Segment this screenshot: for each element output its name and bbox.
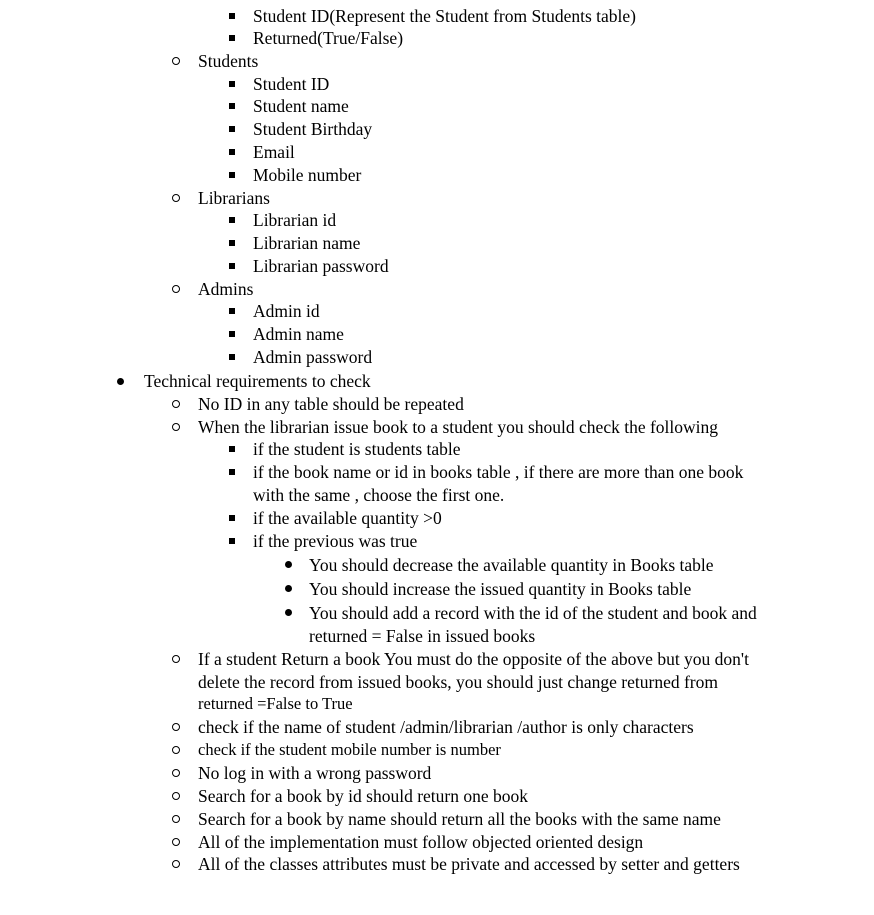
librarians-field: Librarian name <box>253 233 361 253</box>
students-field: Mobile number <box>253 165 362 185</box>
circle-bullet-icon <box>172 746 180 754</box>
issue-check: if the student is students table <box>253 439 461 459</box>
technical-heading: Technical requirements to check <box>144 371 371 391</box>
requirement-item: check if the name of student /admin/librarian /author is only characters <box>198 717 694 737</box>
disc-bullet-icon <box>117 378 124 385</box>
admins-field: Admin id <box>253 301 320 321</box>
circle-bullet-icon <box>172 194 180 202</box>
requirement-item: Search for a book by id should return one book <box>198 786 528 806</box>
square-bullet-icon <box>229 126 235 132</box>
square-bullet-icon <box>229 217 235 223</box>
requirement-return-book-continued: delete the record from issued books, you should just change returned from <box>198 672 719 692</box>
square-bullet-icon <box>229 35 235 41</box>
square-bullet-icon <box>229 103 235 109</box>
circle-bullet-icon <box>172 860 180 868</box>
requirement-issue-intro: When the librarian issue book to a student you should check the following <box>198 417 719 437</box>
square-bullet-icon <box>229 331 235 337</box>
square-bullet-icon <box>229 446 235 452</box>
circle-bullet-icon <box>172 57 180 65</box>
issue-check: if the previous was true <box>253 531 418 551</box>
issued-field-returned: Returned(True/False) <box>253 28 404 48</box>
requirement-item: All of the implementation must follow objected oriented design <box>198 832 644 852</box>
students-field: Email <box>253 142 295 162</box>
square-bullet-icon <box>229 240 235 246</box>
issue-check-continued: with the same , choose the first one. <box>253 485 505 505</box>
issue-action-continued: returned = False in issued books <box>309 626 536 646</box>
students-field: Student name <box>253 96 349 116</box>
issue-action: You should increase the issued quantity in Books table <box>309 579 692 599</box>
requirement-return-book: If a student Return a book You must do the opposite of the above but you don't <box>198 649 749 669</box>
square-bullet-icon <box>229 172 235 178</box>
issue-action: You should add a record with the id of the student and book and <box>309 603 757 623</box>
square-bullet-icon <box>229 538 235 544</box>
librarians-field: Librarian id <box>253 210 337 230</box>
disc-bullet-icon <box>285 609 292 616</box>
circle-bullet-icon <box>172 285 180 293</box>
square-bullet-icon <box>229 469 235 475</box>
disc-bullet-icon <box>285 585 292 592</box>
disc-bullet-icon <box>285 561 292 568</box>
square-bullet-icon <box>229 13 235 19</box>
circle-bullet-icon <box>172 792 180 800</box>
issue-check: if the book name or id in books table , if there are more than one book <box>253 462 744 482</box>
square-bullet-icon <box>229 263 235 269</box>
requirement-item: Search for a book by name should return all the books with the same name <box>198 809 721 829</box>
librarians-heading: Librarians <box>198 188 270 208</box>
requirement-item: check if the student mobile number is number <box>198 740 501 759</box>
circle-bullet-icon <box>172 655 180 663</box>
issue-action: You should decrease the available quantity in Books table <box>309 555 714 575</box>
square-bullet-icon <box>229 515 235 521</box>
square-bullet-icon <box>229 354 235 360</box>
circle-bullet-icon <box>172 423 180 431</box>
librarians-field: Librarian password <box>253 256 389 276</box>
circle-bullet-icon <box>172 400 180 408</box>
circle-bullet-icon <box>172 769 180 777</box>
square-bullet-icon <box>229 149 235 155</box>
circle-bullet-icon <box>172 723 180 731</box>
admins-heading: Admins <box>198 279 254 299</box>
requirement-return-book-continued: returned =False to True <box>198 694 353 713</box>
students-heading: Students <box>198 51 259 71</box>
issue-check: if the available quantity >0 <box>253 508 442 528</box>
circle-bullet-icon <box>172 838 180 846</box>
circle-bullet-icon <box>172 815 180 823</box>
requirement-item: All of the classes attributes must be private and accessed by setter and getters <box>198 854 740 874</box>
requirement-item: No log in with a wrong password <box>198 763 432 783</box>
students-field: Student ID <box>253 74 330 94</box>
admins-field: Admin name <box>253 324 344 344</box>
requirement-no-repeat: No ID in any table should be repeated <box>198 394 464 414</box>
issued-field-student-id: Student ID(Represent the Student from Students table) <box>253 6 636 26</box>
admins-field: Admin password <box>253 347 373 367</box>
square-bullet-icon <box>229 308 235 314</box>
students-field: Student Birthday <box>253 119 373 139</box>
square-bullet-icon <box>229 81 235 87</box>
